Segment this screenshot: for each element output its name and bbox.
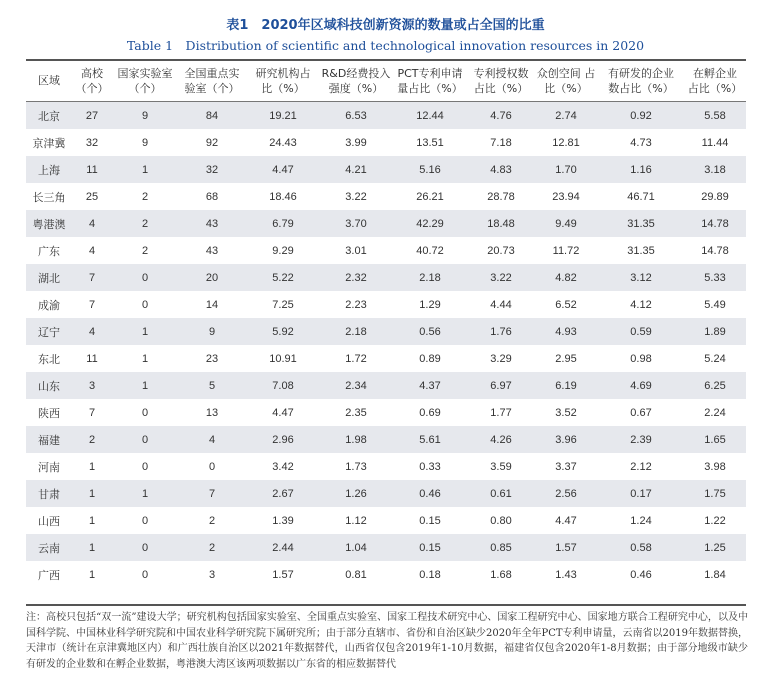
value-cell: 11 xyxy=(72,156,112,183)
value-cell: 20.73 xyxy=(487,244,515,257)
column-header-line1: 国家实验室 xyxy=(117,66,173,80)
value-cell: 0 xyxy=(141,298,149,311)
value-cell: 1 xyxy=(112,156,178,183)
column-header-line1: 高校 xyxy=(81,66,103,80)
value-cell: 0.61 xyxy=(468,480,534,507)
value-cell: 4.47 xyxy=(555,514,577,527)
value-cell: 14.78 xyxy=(684,210,746,237)
value-cell: 6.97 xyxy=(468,372,534,399)
value-cell: 1.25 xyxy=(684,534,746,561)
value-cell: 1 xyxy=(72,480,112,507)
value-cell: 1.70 xyxy=(534,156,598,183)
table-row xyxy=(26,318,746,345)
value-cell: 2 xyxy=(178,534,246,561)
value-cell: 2.96 xyxy=(246,426,320,453)
value-cell: 18.48 xyxy=(468,210,534,237)
value-cell: 3 xyxy=(208,568,216,581)
column-header-line2: 数占比（%） xyxy=(608,81,674,95)
value-cell: 3.18 xyxy=(684,156,746,183)
column-header-line2: 占比（%） xyxy=(473,81,529,95)
value-cell: 5.92 xyxy=(246,318,320,345)
value-cell: 0 xyxy=(112,534,178,561)
column-header xyxy=(246,60,320,102)
column-header-line2: 比（%） xyxy=(261,81,305,95)
column-header xyxy=(534,60,598,102)
value-cell: 1.65 xyxy=(684,426,746,453)
table-row xyxy=(26,237,746,264)
value-cell: 0.85 xyxy=(468,534,534,561)
column-header-line2: 强度（%） xyxy=(328,81,384,95)
value-cell: 84 xyxy=(178,102,246,130)
value-cell: 9 xyxy=(112,102,178,130)
value-cell: 13.51 xyxy=(416,136,444,149)
value-cell: 2.35 xyxy=(345,406,367,419)
value-cell: 4.37 xyxy=(392,372,468,399)
value-cell: 14.78 xyxy=(701,244,729,257)
region-cell: 上海 xyxy=(26,156,72,183)
value-cell: 4 xyxy=(72,318,112,345)
value-cell: 1 xyxy=(88,460,96,473)
value-cell: 2.67 xyxy=(246,480,320,507)
value-cell: 31.35 xyxy=(627,244,655,257)
table-row xyxy=(26,561,746,588)
value-cell: 1 xyxy=(72,534,112,561)
value-cell: 11.72 xyxy=(552,244,580,257)
value-cell: 1.98 xyxy=(320,426,392,453)
value-cell: 0 xyxy=(141,460,149,473)
table-caption-cn: 表1 2020年区域科技创新资源的数量或占全国的比重 xyxy=(226,18,545,33)
value-cell: 5.58 xyxy=(684,102,746,130)
value-cell: 5.49 xyxy=(704,298,726,311)
table-row xyxy=(26,264,746,291)
value-cell: 7 xyxy=(88,298,96,311)
value-cell: 92 xyxy=(205,136,219,149)
value-cell: 1.72 xyxy=(345,352,367,365)
table-row xyxy=(26,534,746,561)
region-cell: 成渝 xyxy=(38,298,60,312)
value-cell: 23 xyxy=(205,352,219,365)
value-cell: 3 xyxy=(72,372,112,399)
value-cell: 12.44 xyxy=(392,102,468,130)
value-cell: 24.43 xyxy=(269,136,297,149)
value-cell: 4 xyxy=(88,244,96,257)
value-cell: 0.89 xyxy=(419,352,441,365)
value-cell: 43 xyxy=(205,244,219,257)
value-cell: 0 xyxy=(112,426,178,453)
value-cell: 12.81 xyxy=(552,136,580,149)
value-cell: 2.74 xyxy=(534,102,598,130)
value-cell: 4.47 xyxy=(246,156,320,183)
table-row xyxy=(26,345,746,372)
value-cell: 2 xyxy=(112,210,178,237)
region-cell: 广西 xyxy=(38,568,60,582)
value-cell: 43 xyxy=(178,210,246,237)
column-header-line1: 有研发的企业 xyxy=(608,66,674,80)
value-cell: 2.44 xyxy=(246,534,320,561)
value-cell: 1.24 xyxy=(630,514,652,527)
value-cell: 0.92 xyxy=(598,102,684,130)
region-cell: 广东 xyxy=(38,244,60,258)
value-cell: 2.95 xyxy=(555,352,577,365)
table-row xyxy=(26,372,746,399)
value-cell: 5.33 xyxy=(684,264,746,291)
column-header xyxy=(112,60,178,102)
column-header xyxy=(468,60,534,102)
table-row xyxy=(26,156,746,183)
value-cell: 3.99 xyxy=(345,136,367,149)
value-cell: 4.21 xyxy=(320,156,392,183)
region-cell: 粤港澳 xyxy=(26,210,72,237)
value-cell: 32 xyxy=(178,156,246,183)
column-header xyxy=(320,60,392,102)
value-cell: 6.52 xyxy=(555,298,577,311)
value-cell: 11.44 xyxy=(701,136,729,149)
value-cell: 2.18 xyxy=(392,264,468,291)
value-cell: 0.59 xyxy=(598,318,684,345)
value-cell: 31.35 xyxy=(598,210,684,237)
value-cell: 20 xyxy=(178,264,246,291)
column-header xyxy=(72,60,112,102)
value-cell: 3.22 xyxy=(468,264,534,291)
value-cell: 4.82 xyxy=(534,264,598,291)
value-cell: 25 xyxy=(85,190,99,203)
value-cell: 2.24 xyxy=(704,406,726,419)
column-header-line2: （个） xyxy=(75,81,109,95)
column-header xyxy=(684,60,746,102)
value-cell: 18.46 xyxy=(269,190,297,203)
value-cell: 10.91 xyxy=(269,352,297,365)
table-row xyxy=(26,399,746,426)
value-cell: 2.56 xyxy=(534,480,598,507)
value-cell: 2 xyxy=(208,514,216,527)
region-cell: 山西 xyxy=(38,514,60,528)
value-cell: 2 xyxy=(141,244,149,257)
value-cell: 7 xyxy=(88,406,96,419)
value-cell: 1 xyxy=(112,372,178,399)
table-row xyxy=(26,210,746,237)
table-row xyxy=(26,129,746,156)
value-cell: 2.34 xyxy=(320,372,392,399)
value-cell: 9.49 xyxy=(534,210,598,237)
value-cell: 7.25 xyxy=(272,298,294,311)
value-cell: 0 xyxy=(208,460,216,473)
value-cell: 2.12 xyxy=(630,460,652,473)
value-cell: 3.98 xyxy=(704,460,726,473)
region-cell: 东北 xyxy=(38,352,60,366)
header-row xyxy=(26,60,746,102)
table-note: 注：高校只包括“双一流”建设大学；研究机构包括国家实验室、全国重点实验室、国家工程技术研究中心、国家工程研究中心、国家地方联合工程研究中心，以及中国科学院、中国林业科学研究院和中国农业科学研究院下属研究所；由于部分直辖市、省份和自治区缺少2020年全年PCT专利申请量，云南省以2019年数据替换，天津市（统计在京津冀地区内）和广西壮族自治区以2021年数据替代，山西省仅包含2019年1-10月数据，福建省仅包含2020年1-8月数据；由于部分地级市缺少有研发的企业数和在孵企业数据，粤港澳大湾区该两项数据以广东省的相应数据替代 xyxy=(26,612,748,670)
value-cell: 1.29 xyxy=(419,298,441,311)
column-header-line1: 在孵企业 xyxy=(693,66,737,80)
value-cell: 1.22 xyxy=(704,514,726,527)
value-cell: 0 xyxy=(141,568,149,581)
region-cell: 京津冀 xyxy=(32,136,66,150)
value-cell: 0.58 xyxy=(598,534,684,561)
column-header-line2: 量占比（%） xyxy=(397,81,463,95)
region-cell: 甘肃 xyxy=(26,480,72,507)
region-cell: 河南 xyxy=(38,460,60,474)
region-cell: 云南 xyxy=(26,534,72,561)
data-table xyxy=(26,60,746,588)
value-cell: 0.33 xyxy=(419,460,441,473)
value-cell: 1 xyxy=(112,318,178,345)
value-cell: 0.98 xyxy=(630,352,652,365)
value-cell: 2.39 xyxy=(598,426,684,453)
value-cell: 0.69 xyxy=(419,406,441,419)
value-cell: 0.15 xyxy=(392,534,468,561)
column-header-line1: 专利授权数 xyxy=(473,66,529,80)
value-cell: 1 xyxy=(112,480,178,507)
value-cell: 29.89 xyxy=(701,190,729,203)
value-cell: 1.75 xyxy=(684,480,746,507)
value-cell: 42.29 xyxy=(392,210,468,237)
value-cell: 4 xyxy=(72,210,112,237)
value-cell: 1.16 xyxy=(598,156,684,183)
value-cell: 9 xyxy=(141,136,149,149)
value-cell: 11 xyxy=(86,352,98,365)
value-cell: 1.89 xyxy=(684,318,746,345)
value-cell: 6.19 xyxy=(534,372,598,399)
value-cell: 1.04 xyxy=(320,534,392,561)
value-cell: 4.69 xyxy=(598,372,684,399)
value-cell: 1.12 xyxy=(345,514,367,527)
table-row xyxy=(26,426,746,453)
value-cell: 46.71 xyxy=(627,190,655,203)
value-cell: 3.96 xyxy=(534,426,598,453)
value-cell: 0.46 xyxy=(392,480,468,507)
value-cell: 4 xyxy=(178,426,246,453)
region-cell: 福建 xyxy=(26,426,72,453)
value-cell: 27 xyxy=(72,102,112,130)
value-cell: 9.29 xyxy=(272,244,294,257)
column-header-line1: PCT专利申请 xyxy=(397,66,463,80)
value-cell: 0.67 xyxy=(630,406,652,419)
value-cell: 4.26 xyxy=(468,426,534,453)
region-cell: 长三角 xyxy=(32,190,66,204)
value-cell: 4.73 xyxy=(630,136,652,149)
value-cell: 1.43 xyxy=(555,568,577,581)
value-cell: 2.18 xyxy=(320,318,392,345)
value-cell: 32 xyxy=(85,136,99,149)
value-cell: 1 xyxy=(141,352,149,365)
column-header-line2: 比（%） xyxy=(544,81,588,95)
column-header-line2: 验室（个） xyxy=(184,81,240,95)
column-header-line1: 研究机构占 xyxy=(255,66,311,80)
value-cell: 1.77 xyxy=(490,406,512,419)
column-header xyxy=(26,60,72,102)
value-cell: 23.94 xyxy=(552,190,580,203)
value-cell: 7.08 xyxy=(246,372,320,399)
table-row xyxy=(26,102,746,130)
value-cell: 3.52 xyxy=(555,406,577,419)
value-cell: 9 xyxy=(178,318,246,345)
table-row xyxy=(26,507,746,534)
value-cell: 3.59 xyxy=(490,460,512,473)
region-cell: 北京 xyxy=(26,102,72,130)
column-header-line1: 全国重点实 xyxy=(184,66,240,80)
column-header xyxy=(392,60,468,102)
value-cell: 4.12 xyxy=(630,298,652,311)
value-cell: 28.78 xyxy=(487,190,515,203)
value-cell: 26.21 xyxy=(416,190,444,203)
value-cell: 13 xyxy=(205,406,219,419)
value-cell: 6.53 xyxy=(320,102,392,130)
value-cell: 5 xyxy=(178,372,246,399)
table-row xyxy=(26,291,746,318)
value-cell: 5.24 xyxy=(704,352,726,365)
table-row xyxy=(26,453,746,480)
value-cell: 2 xyxy=(141,190,149,203)
value-cell: 0.56 xyxy=(392,318,468,345)
value-cell: 2 xyxy=(72,426,112,453)
value-cell: 0 xyxy=(141,406,149,419)
value-cell: 4.44 xyxy=(490,298,512,311)
value-cell: 4.76 xyxy=(468,102,534,130)
value-cell: 3.01 xyxy=(345,244,367,257)
value-cell: 1.68 xyxy=(490,568,512,581)
value-cell: 0.15 xyxy=(419,514,441,527)
column-header xyxy=(178,60,246,102)
column-header xyxy=(598,60,684,102)
value-cell: 68 xyxy=(205,190,219,203)
value-cell: 0.17 xyxy=(598,480,684,507)
value-cell: 2.32 xyxy=(320,264,392,291)
value-cell: 5.16 xyxy=(392,156,468,183)
value-cell: 7 xyxy=(72,264,112,291)
value-cell: 1.76 xyxy=(468,318,534,345)
value-cell: 4.47 xyxy=(272,406,294,419)
value-cell: 7.18 xyxy=(490,136,512,149)
region-cell: 湖北 xyxy=(26,264,72,291)
value-cell: 0.46 xyxy=(630,568,652,581)
region-cell: 山东 xyxy=(26,372,72,399)
table-caption-en: Table 1 Distribution of scientific and technological innovation resources in 2020 xyxy=(126,38,645,53)
value-cell: 7 xyxy=(178,480,246,507)
value-cell: 40.72 xyxy=(416,244,444,257)
value-cell: 1.73 xyxy=(345,460,367,473)
value-cell: 5.61 xyxy=(392,426,468,453)
table-row xyxy=(26,480,746,507)
column-header-line2: 占比（%） xyxy=(687,81,743,95)
value-cell: 1.84 xyxy=(704,568,726,581)
value-cell: 0.18 xyxy=(419,568,441,581)
value-cell: 3.70 xyxy=(320,210,392,237)
bottom-rule xyxy=(26,604,746,606)
value-cell: 3.29 xyxy=(490,352,512,365)
value-cell: 1 xyxy=(88,514,96,527)
column-header-line1: R&D经费投入 xyxy=(321,66,391,80)
value-cell: 3.12 xyxy=(598,264,684,291)
region-cell: 辽宁 xyxy=(26,318,72,345)
value-cell: 19.21 xyxy=(246,102,320,130)
value-cell: 4.83 xyxy=(468,156,534,183)
value-cell: 0 xyxy=(112,264,178,291)
table-body xyxy=(26,102,746,589)
value-cell: 1.57 xyxy=(272,568,294,581)
value-cell: 3.37 xyxy=(555,460,577,473)
value-cell: 1.39 xyxy=(272,514,294,527)
table-row xyxy=(26,183,746,210)
column-header-line2: （个） xyxy=(128,81,162,95)
value-cell: 6.25 xyxy=(684,372,746,399)
column-header-line1: 区域 xyxy=(38,74,60,87)
value-cell: 5.22 xyxy=(246,264,320,291)
value-cell: 1.57 xyxy=(534,534,598,561)
column-header-line1: 众创空间 占 xyxy=(536,66,596,80)
value-cell: 14 xyxy=(205,298,219,311)
value-cell: 3.42 xyxy=(272,460,294,473)
value-cell: 2.23 xyxy=(345,298,367,311)
value-cell: 1 xyxy=(88,568,96,581)
value-cell: 0.81 xyxy=(345,568,367,581)
value-cell: 0 xyxy=(141,514,149,527)
value-cell: 4.93 xyxy=(534,318,598,345)
value-cell: 1.26 xyxy=(320,480,392,507)
region-cell: 陕西 xyxy=(38,406,60,420)
value-cell: 6.79 xyxy=(246,210,320,237)
value-cell: 3.22 xyxy=(345,190,367,203)
value-cell: 0.80 xyxy=(490,514,512,527)
